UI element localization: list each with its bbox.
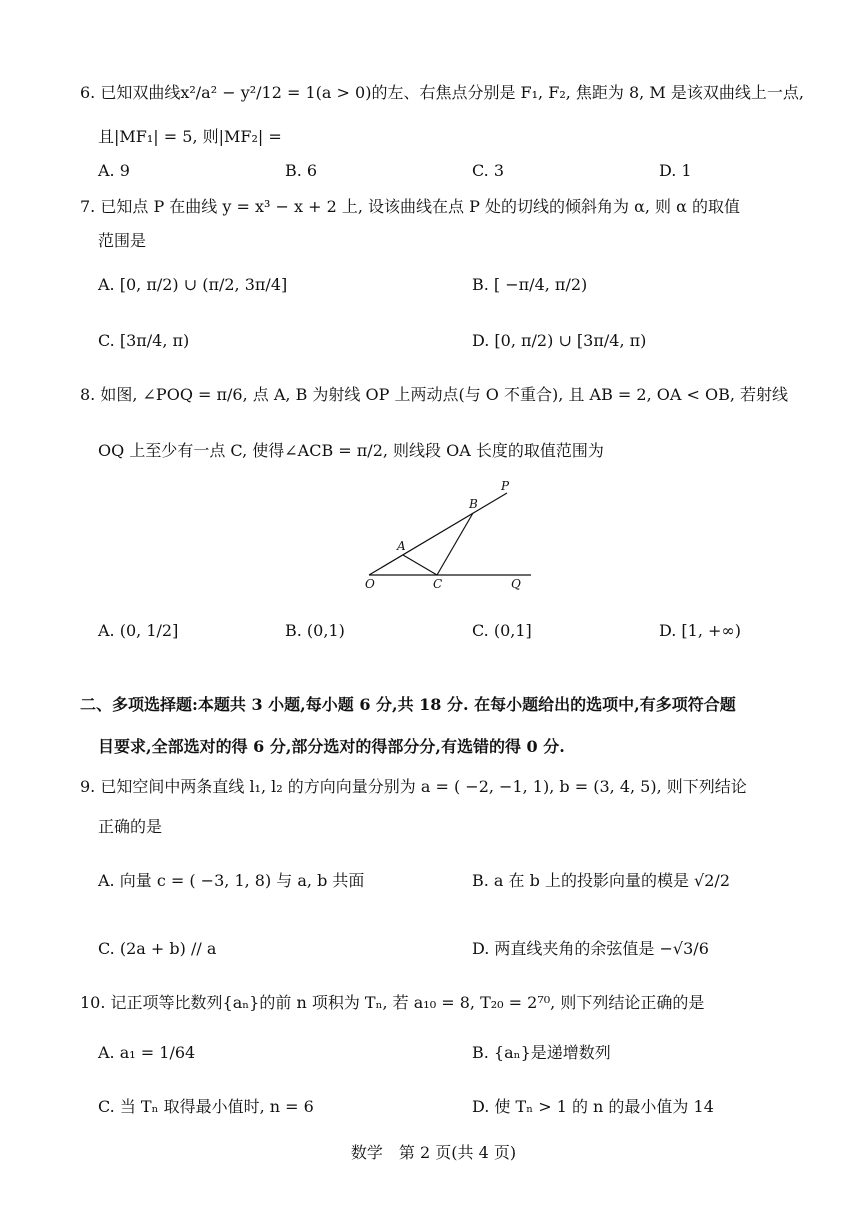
label-p: P — [501, 479, 510, 493]
q7-option-c: C. [3π/4, π) — [98, 331, 190, 350]
q8-option-a: A. (0, 1/2] — [98, 621, 179, 640]
q9-option-d: D. 两直线夹角的余弦值是 −√3/6 — [472, 939, 709, 958]
q8-option-c: C. (0,1] — [472, 621, 532, 640]
q6-option-d: D. 1 — [659, 161, 692, 180]
q8-line2: OQ 上至少有一点 C, 使得∠ACB = π/2, 则线段 OA 长度的取值范围为 — [98, 441, 604, 460]
q10-option-b: B. {aₙ}是递增数列 — [472, 1043, 611, 1062]
q8-option-b: B. (0,1) — [285, 621, 345, 640]
q6-option-c: C. 3 — [472, 161, 505, 180]
section2-heading-line2: 目要求,全部选对的得 6 分,部分选对的得部分分,有选错的得 0 分. — [98, 737, 565, 756]
q9-option-a: A. 向量 c = ( −3, 1, 8) 与 a, b 共面 — [98, 871, 365, 890]
q9-option-c: C. (2a + b) // a — [98, 939, 217, 958]
q6-option-a: A. 9 — [98, 161, 130, 180]
q8-figure — [355, 478, 535, 598]
q6-line1: 6. 已知双曲线x²/a² − y²/12 = 1(a > 0)的左、右焦点分别是 F₁, F₂, 焦距为 8, M 是该双曲线上一点, — [80, 83, 804, 102]
q10-option-c: C. 当 Tₙ 取得最小值时, n = 6 — [98, 1097, 314, 1116]
q10-option-a: A. a₁ = 1/64 — [98, 1043, 196, 1062]
q7-option-b: B. [ −π/4, π/2) — [472, 275, 588, 294]
q6-line2: 且|MF₁| = 5, 则|MF₂| = — [98, 127, 282, 146]
q7-line1: 7. 已知点 P 在曲线 y = x³ − x + 2 上, 设该曲线在点 P 处的切线的倾斜角为 α, 则 α 的取值 — [80, 197, 741, 216]
q8-line1: 8. 如图, ∠POQ = π/6, 点 A, B 为射线 OP 上两动点(与 O 不重合), 且 AB = 2, OA < OB, 若射线 — [80, 385, 789, 404]
label-c: C — [433, 577, 443, 591]
q7-line2: 范围是 — [98, 231, 147, 250]
q10-line1: 10. 记正项等比数列{aₙ}的前 n 项积为 Tₙ, 若 a₁₀ = 8, T₂₀ = 2⁷⁰, 则下列结论正确的是 — [80, 993, 705, 1012]
segment-ac — [403, 555, 437, 575]
q9-line2: 正确的是 — [98, 817, 163, 836]
q7-option-d: D. [0, π/2) ∪ [3π/4, π) — [472, 331, 647, 350]
page-footer: 数学 第 2 页(共 4 页) — [350, 1143, 517, 1162]
q10-option-d: D. 使 Tₙ > 1 的 n 的最小值为 14 — [472, 1097, 714, 1116]
label-b: B — [469, 497, 478, 511]
q9-line1: 9. 已知空间中两条直线 l₁, l₂ 的方向向量分别为 a = ( −2, −1, 1), b = (3, 4, 5), 则下列结论 — [80, 777, 747, 796]
ray-op — [369, 493, 507, 575]
q9-option-b: B. a 在 b 上的投影向量的模是 √2/2 — [472, 871, 731, 890]
q6-option-b: B. 6 — [285, 161, 318, 180]
q7-option-a: A. [0, π/2) ∪ (π/2, 3π/4] — [98, 275, 288, 294]
section2-heading-line1: 二、多项选择题:本题共 3 小题,每小题 6 分,共 18 分. 在每小题给出的选项中,有多项符合题 — [80, 695, 736, 714]
label-q: Q — [511, 577, 521, 591]
label-a: A — [397, 539, 406, 553]
label-o: O — [365, 577, 375, 591]
q8-option-d: D. [1, +∞) — [659, 621, 741, 640]
segment-bc — [437, 513, 473, 575]
